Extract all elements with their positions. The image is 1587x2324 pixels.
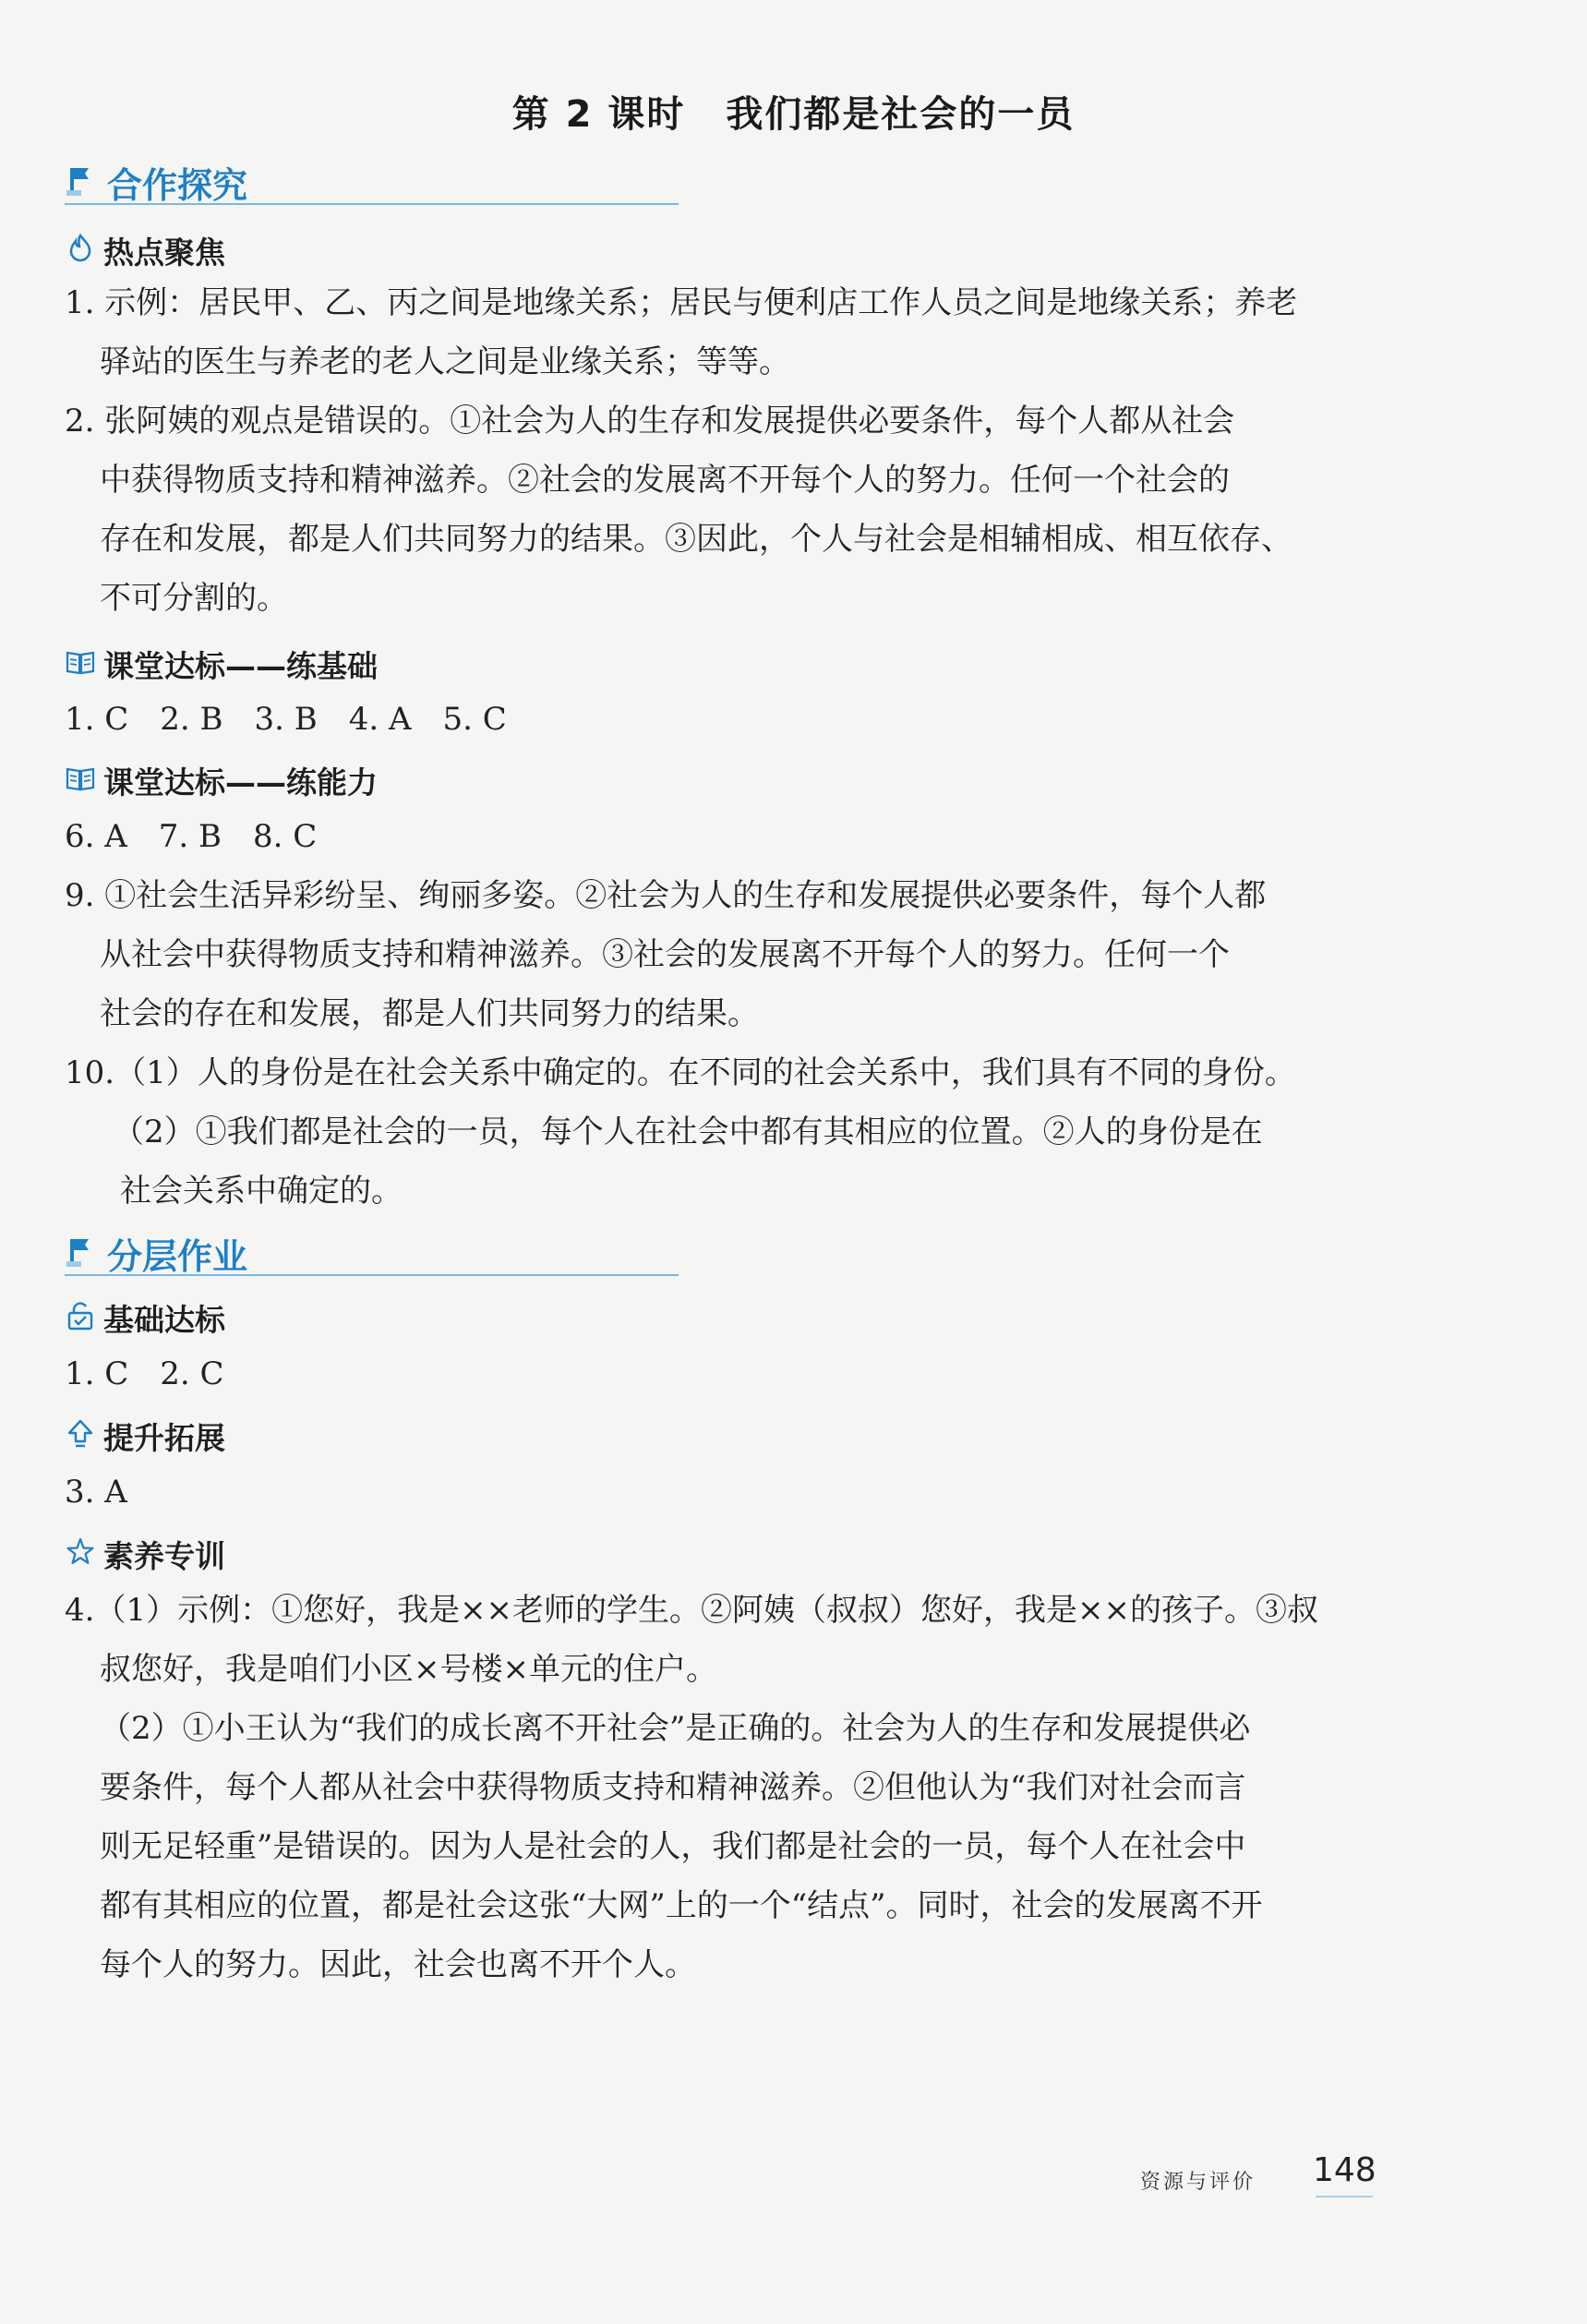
- text-line: （2）①小王认为“我们的成长离不开社会”是正确的。社会为人的生存和发展提供必: [100, 1710, 1251, 1747]
- text-line: 驿站的医生与养老的老人之间是业缘关系；等等。: [100, 343, 790, 380]
- footer-book-title: 资源与评价: [1140, 2171, 1256, 2194]
- text-line: 则无足轻重”是错误的。因为人是社会的人，我们都是社会的一员，每个人在社会中: [100, 1828, 1246, 1865]
- page-number: 148: [1313, 2151, 1377, 2189]
- arrow-up-icon: [65, 1418, 96, 1450]
- section-title: 合作探究: [107, 165, 248, 206]
- page-title: [0, 85, 1587, 138]
- section-flag-icon: [65, 163, 102, 199]
- text-line: 社会的存在和发展，都是人们共同努力的结果。: [100, 995, 759, 1032]
- star-icon: [65, 1536, 96, 1568]
- text-line: 9. ①社会生活异彩纷呈、绚丽多姿。②社会为人的生存和发展提供必要条件，每个人都: [65, 877, 1267, 914]
- text-line: 4.（1）示例：①您好，我是××老师的学生。②阿姨（叔叔）您好，我是××的孩子。③叔: [65, 1592, 1319, 1629]
- flame-icon: [65, 233, 96, 264]
- lesson-name: 我们都是社会的一员: [726, 93, 1076, 136]
- page-number-rule: [1316, 2196, 1373, 2198]
- text-line: 从社会中获得物质支持和精神滋养。③社会的发展离不开每个人的努力。任何一个: [100, 936, 1230, 973]
- lock-check-icon: [65, 1300, 96, 1331]
- sub-title: 课堂达标——练能力: [103, 765, 378, 801]
- section-title: 分层作业: [107, 1236, 248, 1277]
- text-line: 要条件，每个人都从社会中获得物质支持和精神滋养。②但他认为“我们对社会而言: [100, 1769, 1246, 1806]
- book-icon: [65, 763, 96, 794]
- sub-title: 基础达标: [103, 1302, 225, 1338]
- section-fenceng: [65, 1226, 679, 1276]
- sub-title: 课堂达标——练基础: [103, 648, 378, 684]
- text-line: 都有其相应的位置，都是社会这张“大网”上的一个“结点”。同时，社会的发展离不开: [100, 1887, 1263, 1924]
- text-line: 1. 示例：居民甲、乙、丙之间是地缘关系；居民与便利店工作人员之间是地缘关系；养老: [65, 284, 1298, 321]
- text-line: 叔您好，我是咱们小区×号楼×单元的住户。: [100, 1651, 717, 1688]
- lesson-label: 第 2 课时: [511, 93, 686, 136]
- text-line: 10.（1）人的身份是在社会关系中确定的。在不同的社会关系中，我们具有不同的身份。: [65, 1054, 1296, 1091]
- sub-title: 提升拓展: [103, 1420, 225, 1456]
- text-line: 存在和发展，都是人们共同努力的结果。③因此，个人与社会是相辅相成、相互依存、: [100, 521, 1292, 558]
- text-line: 2. 张阿姨的观点是错误的。①社会为人的生存和发展提供必要条件，每个人都从社会: [65, 403, 1235, 440]
- section-flag-icon: [65, 1234, 102, 1270]
- sub-title: 热点聚焦: [103, 235, 225, 271]
- text-line: 3. A: [65, 1474, 127, 1511]
- text-line: 1. C 2. B 3. B 4. A 5. C: [65, 701, 507, 738]
- text-line: （2）①我们都是社会的一员，每个人在社会中都有其相应的位置。②人的身份是在: [113, 1114, 1263, 1150]
- text-line: 6. A 7. B 8. C: [65, 818, 318, 855]
- sub-title: 素养专训: [103, 1538, 225, 1574]
- text-line: 每个人的努力。因此，社会也离不开个人。: [100, 1946, 696, 1983]
- text-line: 中获得物质支持和精神滋养。②社会的发展离不开每个人的努力。任何一个社会的: [100, 462, 1230, 499]
- text-line: 社会关系中确定的。: [120, 1173, 403, 1210]
- text-line: 1. C 2. C: [65, 1355, 224, 1392]
- text-line: 不可分割的。: [100, 580, 288, 617]
- section-hezuo: [65, 155, 679, 205]
- book-icon: [65, 646, 96, 678]
